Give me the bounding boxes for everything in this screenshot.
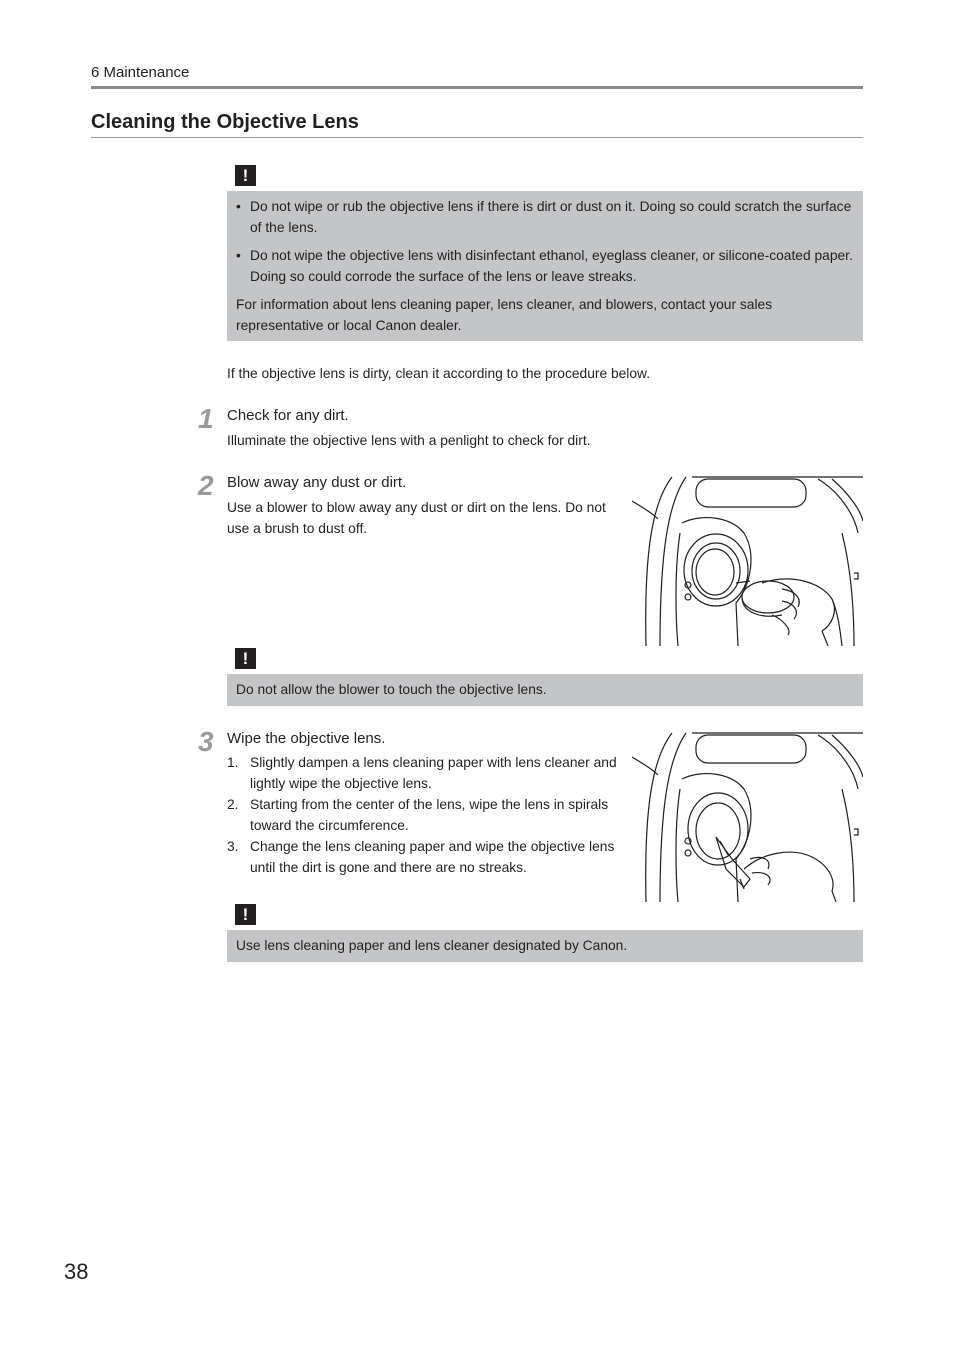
step-number: 1 <box>198 403 214 434</box>
section-label: 6 Maintenance <box>91 64 190 81</box>
step-body: Use a blower to blow away any dust or dirt on the lens. Do not use a brush to dust off. <box>227 500 606 536</box>
intro-text: If the objective lens is dirty, clean it according to the procedure below. <box>227 366 651 381</box>
step-title: Wipe the objective lens. <box>227 730 386 747</box>
caution-bullet: • Do not wipe or rub the objective lens if there is dirt or dust on it. Doing so could scratch the surface of the lens. <box>236 196 854 238</box>
caution-icon: ! <box>235 904 256 925</box>
list-text: Slightly dampen a lens cleaning paper with lens cleaner and lightly wipe the objective lens. <box>250 755 617 791</box>
caution-box <box>227 674 863 706</box>
header-rule <box>91 86 863 89</box>
caution-text: Use lens cleaning paper and lens cleaner designated by Canon. <box>236 938 628 953</box>
caution-icon: ! <box>235 648 256 669</box>
caution-box <box>227 191 863 341</box>
blower-illustration <box>632 473 863 646</box>
step-list <box>227 752 622 878</box>
caution-icon: ! <box>235 165 256 186</box>
page-title: Cleaning the Objective Lens <box>91 111 359 133</box>
list-number: 1. <box>227 755 239 770</box>
step-body: Illuminate the objective lens with a penlight to check for dirt. <box>227 433 591 448</box>
step-number: 2 <box>198 470 214 501</box>
wiping-illustration <box>632 729 863 902</box>
step-number: 3 <box>198 726 214 757</box>
list-item <box>227 836 622 878</box>
step-title: Check for any dirt. <box>227 407 349 424</box>
caution-bullet: • Do not wipe the objective lens with disinfectant ethanol, eyeglass cleaner, or silicone-coated paper. Doing so could corrode the surface of the lens or leave streaks. <box>236 245 854 287</box>
caution-box <box>227 930 863 962</box>
list-number: 2. <box>227 797 239 812</box>
caution-paragraph: For information about lens cleaning paper, lens cleaner, and blowers, contact your sales representative or local Canon dealer. <box>236 297 773 333</box>
list-item <box>227 794 622 836</box>
caution-text: Do not allow the blower to touch the objective lens. <box>236 682 547 697</box>
title-rule <box>91 137 863 138</box>
list-text: Change the lens cleaning paper and wipe the objective lens until the dirt is gone and there are no streaks. <box>250 839 615 875</box>
list-item <box>227 752 622 794</box>
list-text: Starting from the center of the lens, wipe the lens in spirals toward the circumference. <box>250 797 609 833</box>
page-number: 38 <box>64 1259 89 1284</box>
list-number: 3. <box>227 839 239 854</box>
step-title: Blow away any dust or dirt. <box>227 474 407 491</box>
